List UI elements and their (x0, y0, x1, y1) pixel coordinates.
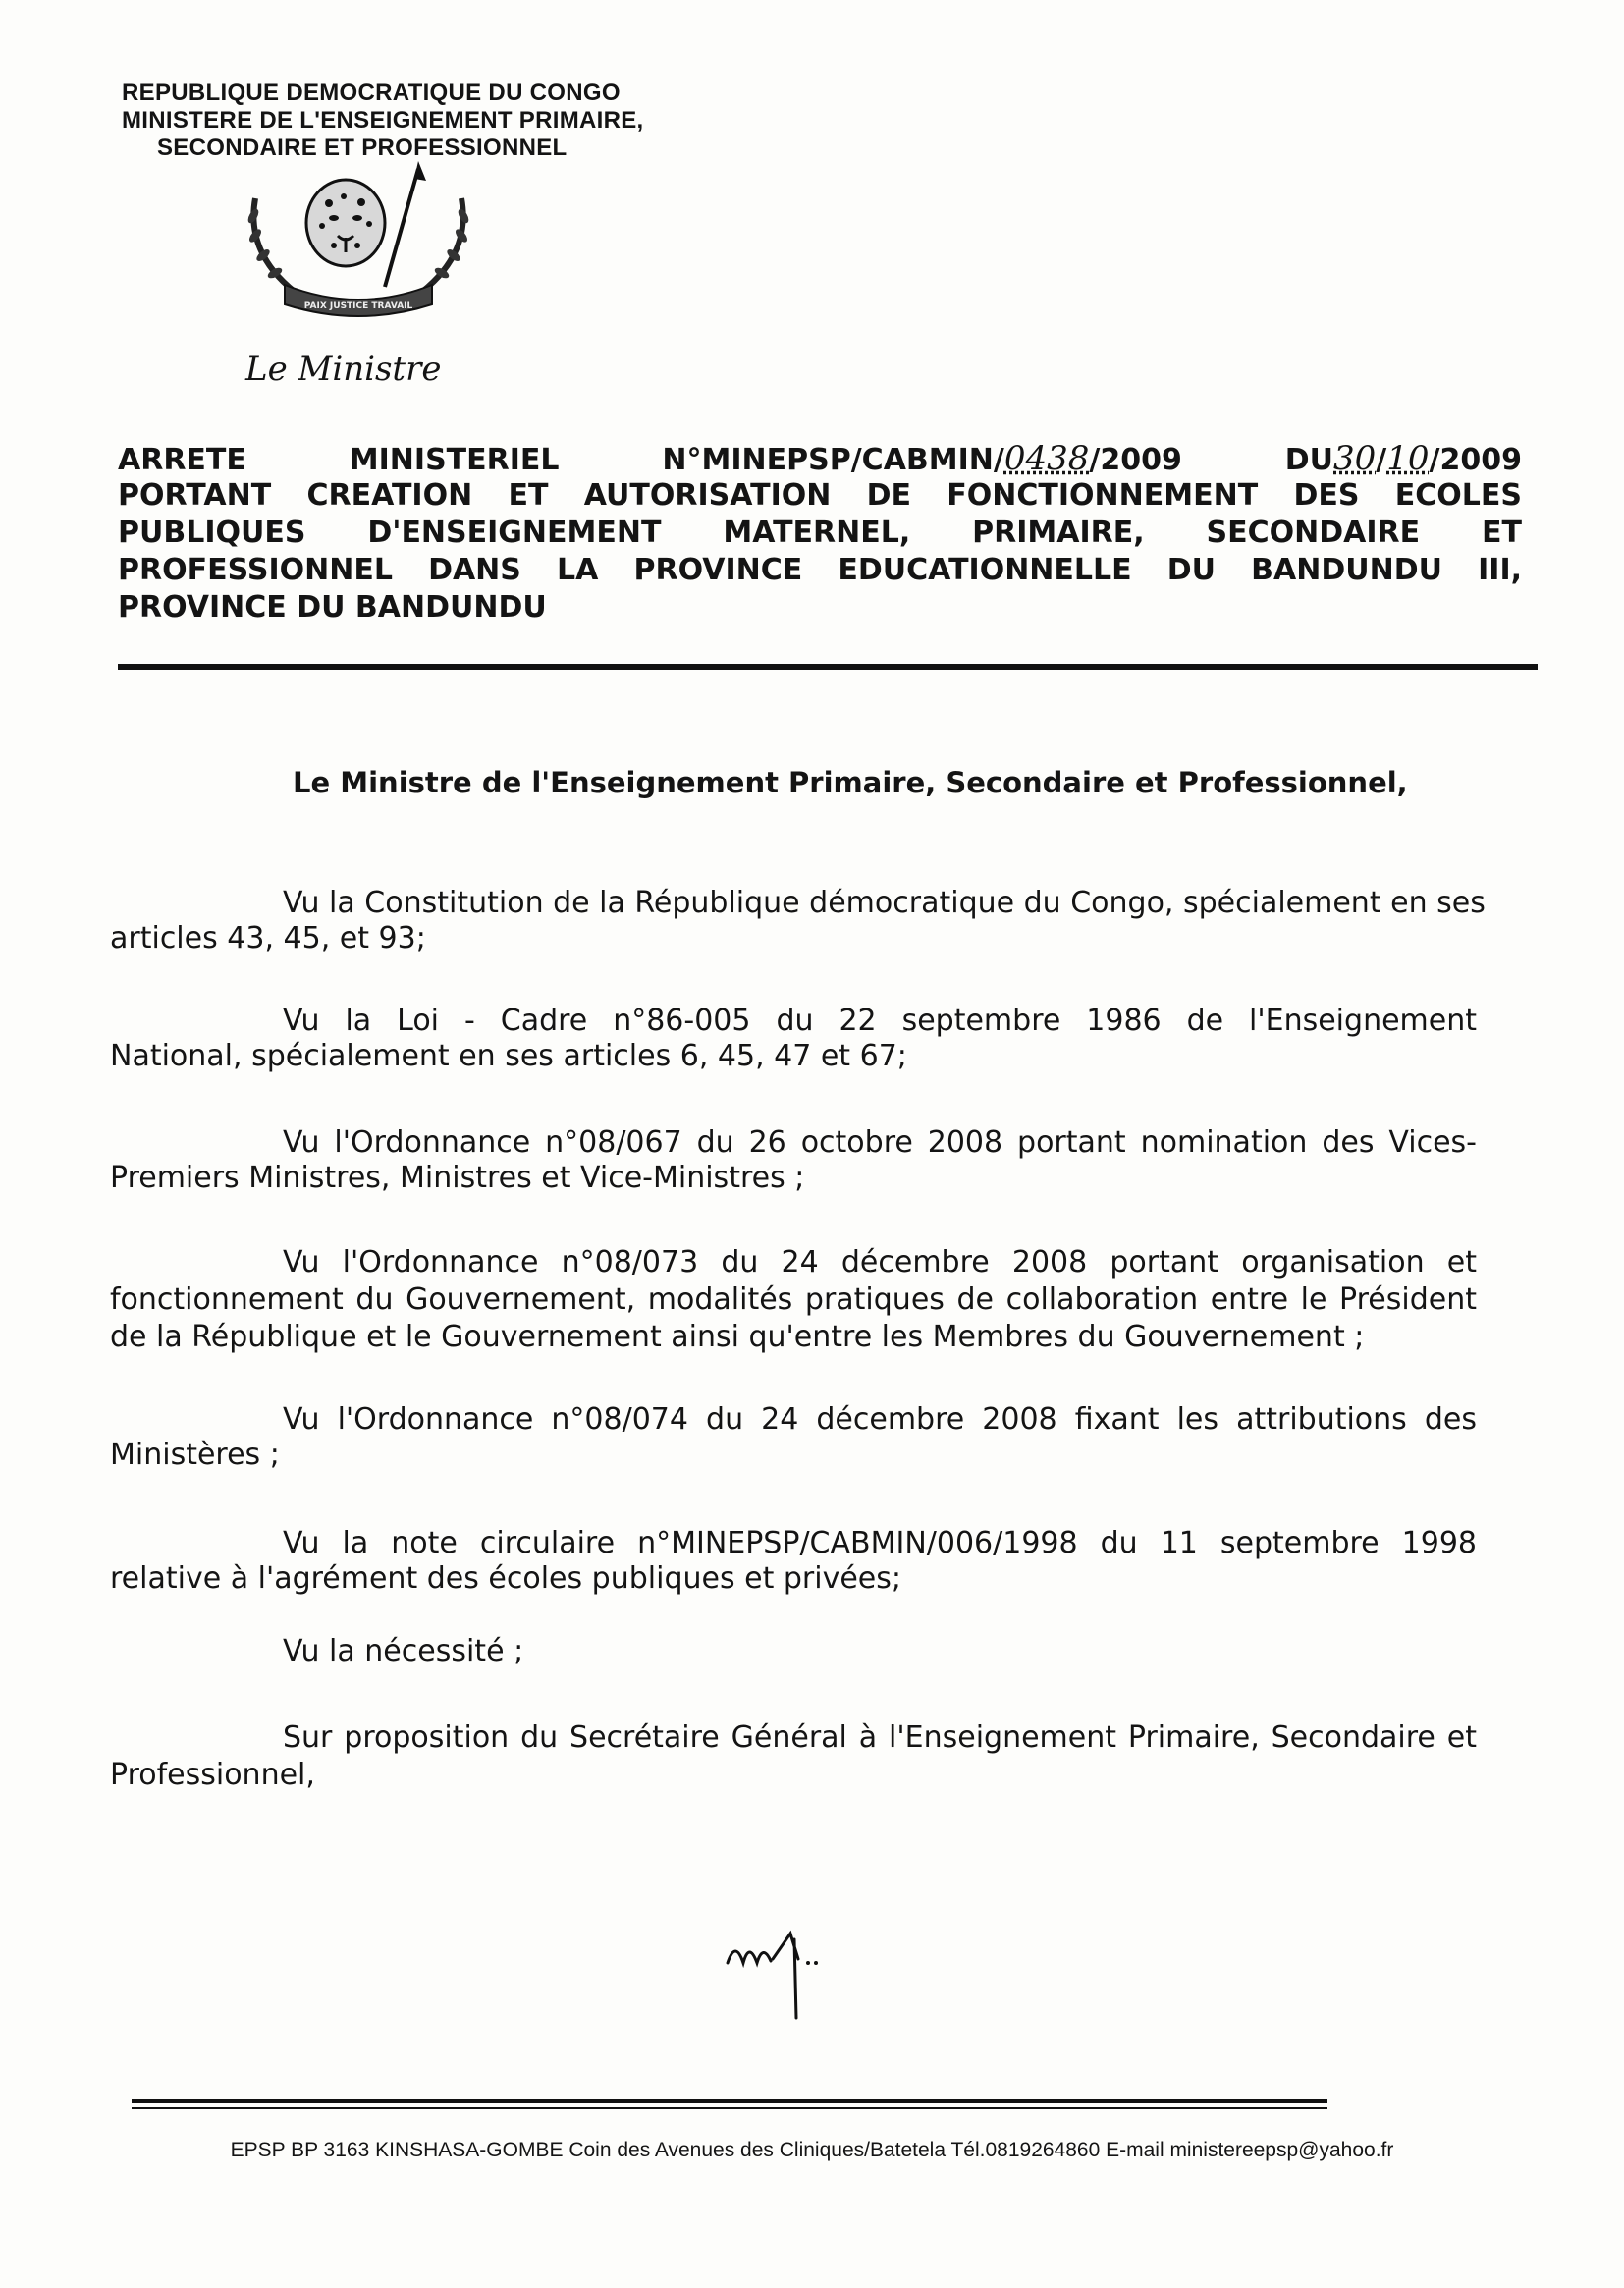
decree-day-handwritten: 30 (1333, 439, 1377, 478)
coat-of-arms-emblem (236, 159, 481, 326)
emblem-motto: PAIX JUSTICE TRAVAIL (303, 301, 413, 311)
paragraph-line: relative à l'agrément des écoles publiques et privées; (110, 1561, 902, 1596)
paragraph-line: articles 43, 45, et 93; (110, 921, 426, 955)
decree-title-line: PORTANT CREATION ET AUTORISATION DE FONCTIONNEMENT DES ECOLES (118, 478, 1522, 513)
letterhead-ministry-cont: SECONDAIRE ET PROFESSIONNEL (157, 135, 568, 161)
paragraph-line: Vu la Loi - Cadre n°86-005 du 22 septembre 1986 de l'Enseignement (283, 1004, 1477, 1038)
letterhead-country: REPUBLIQUE DEMOCRATIQUE DU CONGO (122, 80, 621, 106)
decree-number-handwritten: 0438 (1003, 439, 1090, 478)
paragraph-line: Vu la note circulaire n°MINEPSP/CABMIN/006/1998 du 11 septembre 1998 (283, 1526, 1477, 1560)
paragraph-line: National, spécialement en ses articles 6, 45, 47 et 67; (110, 1039, 907, 1073)
title-divider (118, 664, 1538, 670)
footer-divider-thin (132, 2107, 1327, 2109)
paragraph-line: de la République et le Gouvernement ainsi qu'entre les Membres du Gouvernement ; (110, 1320, 1365, 1354)
paragraph-line: Premiers Ministres, Ministres et Vice-Ministres ; (110, 1161, 805, 1195)
footer-contact: EPSP BP 3163 KINSHASA-GOMBE Coin des Avenues des Cliniques/Batetela Tél.0819264860 E-mail ministereepsp@yahoo.fr (230, 2139, 1394, 2161)
paragraph-line: Vu l'Ordonnance n°08/074 du 24 décembre 2008 fixant les attributions des (283, 1402, 1477, 1437)
paragraph-line: Vu l'Ordonnance n°08/067 du 26 octobre 2008 portant nomination des Vices- (283, 1125, 1477, 1160)
decree-title-line: PROVINCE DU BANDUNDU (118, 590, 547, 625)
minister-heading: Le Ministre de l'Enseignement Primaire, Secondaire et Professionnel, (293, 766, 1408, 799)
decree-title-line: ARRETE MINISTERIEL N°MINEPSP/CABMIN/0438/2009 DU30/10/2009 (118, 439, 1522, 478)
handwritten-initials (722, 1920, 839, 2028)
paragraph-line: Professionnel, (110, 1758, 315, 1792)
letterhead-ministry: MINISTERE DE L'ENSEIGNEMENT PRIMAIRE, (122, 107, 644, 134)
paragraph-line: Ministères ; (110, 1438, 280, 1472)
paragraph-line: Vu la Constitution de la République démocratique du Congo, spécialement en ses (283, 886, 1486, 920)
paragraph-line: Sur proposition du Secrétaire Général à l'Enseignement Primaire, Secondaire et (283, 1720, 1477, 1755)
footer-divider (132, 2099, 1327, 2103)
paragraph-line: fonctionnement du Gouvernement, modalités pratiques de collaboration entre le Président (110, 1282, 1477, 1317)
minister-title: Le Ministre (245, 350, 442, 389)
decree-month-handwritten: 10 (1386, 439, 1430, 478)
paragraph-line: Vu la nécessité ; (283, 1634, 524, 1668)
decree-title-line: PUBLIQUES D'ENSEIGNEMENT MATERNEL, PRIMAIRE, SECONDAIRE ET (118, 516, 1522, 550)
paragraph-line: Vu l'Ordonnance n°08/073 du 24 décembre 2008 portant organisation et (283, 1245, 1477, 1280)
decree-title-line: PROFESSIONNEL DANS LA PROVINCE EDUCATIONNELLE DU BANDUNDU III, (118, 553, 1522, 587)
